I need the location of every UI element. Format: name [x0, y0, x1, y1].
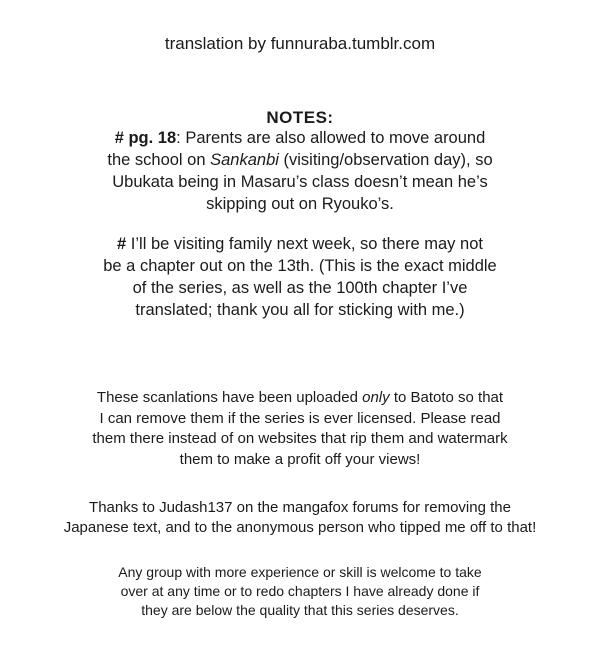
text-line: # pg. 18: Parents are also allowed to move around — [114, 129, 486, 147]
hash-bold: # — [117, 235, 127, 253]
note-schedule-paragraph — [0, 233, 600, 321]
page-ref-bold: # pg. 18 — [114, 129, 177, 147]
notes-title — [0, 107, 600, 129]
credit-text: translation by funnuraba.tumblr.com — [164, 34, 436, 53]
batoto-notice-paragraph — [0, 388, 600, 470]
text-line: be a chapter out on the 13th. (This is the exact middle — [103, 257, 497, 275]
text-line: them there instead of on websites that rip them and watermark — [92, 430, 508, 447]
text-line: Thanks to Judash137 on the mangafox forums for removing the — [89, 499, 511, 516]
handoff-paragraph — [0, 563, 600, 620]
text-line: Any group with more experience or skill is welcome to take — [118, 564, 482, 580]
text-line: they are below the quality that this series deserves. — [141, 602, 459, 618]
text-line: Ubukata being in Masaru’s class doesn’t mean he’s — [112, 173, 488, 191]
term-italic: Sankanbi — [210, 151, 279, 169]
text-line: of the series, as well as the 100th chapter I’ve — [132, 279, 468, 297]
notes-title-text: NOTES: — [266, 108, 334, 127]
text-line: them to make a profit off your views! — [179, 450, 421, 468]
only-italic: only — [362, 389, 390, 406]
note-pg18-paragraph — [0, 127, 600, 215]
text-line: Japanese text, and to the anonymous person who tipped me off to that! — [63, 519, 537, 536]
thanks-paragraph — [0, 498, 600, 538]
text-line: the school on Sankanbi (visiting/observation day), so — [107, 151, 493, 169]
text-line: skipping out on Ryouko’s. — [206, 195, 394, 213]
text-line: translated; thank you all for sticking with me.) — [135, 301, 465, 319]
credit-line — [0, 33, 600, 55]
text-line: # I’ll be visiting family next week, so there may not — [117, 235, 483, 253]
text-line: I can remove them if the series is ever licensed. Please read — [99, 409, 501, 427]
text-line: These scanlations have been uploaded only to Batoto so that — [96, 389, 504, 406]
text-line: over at any time or to redo chapters I have already done if — [120, 583, 480, 599]
